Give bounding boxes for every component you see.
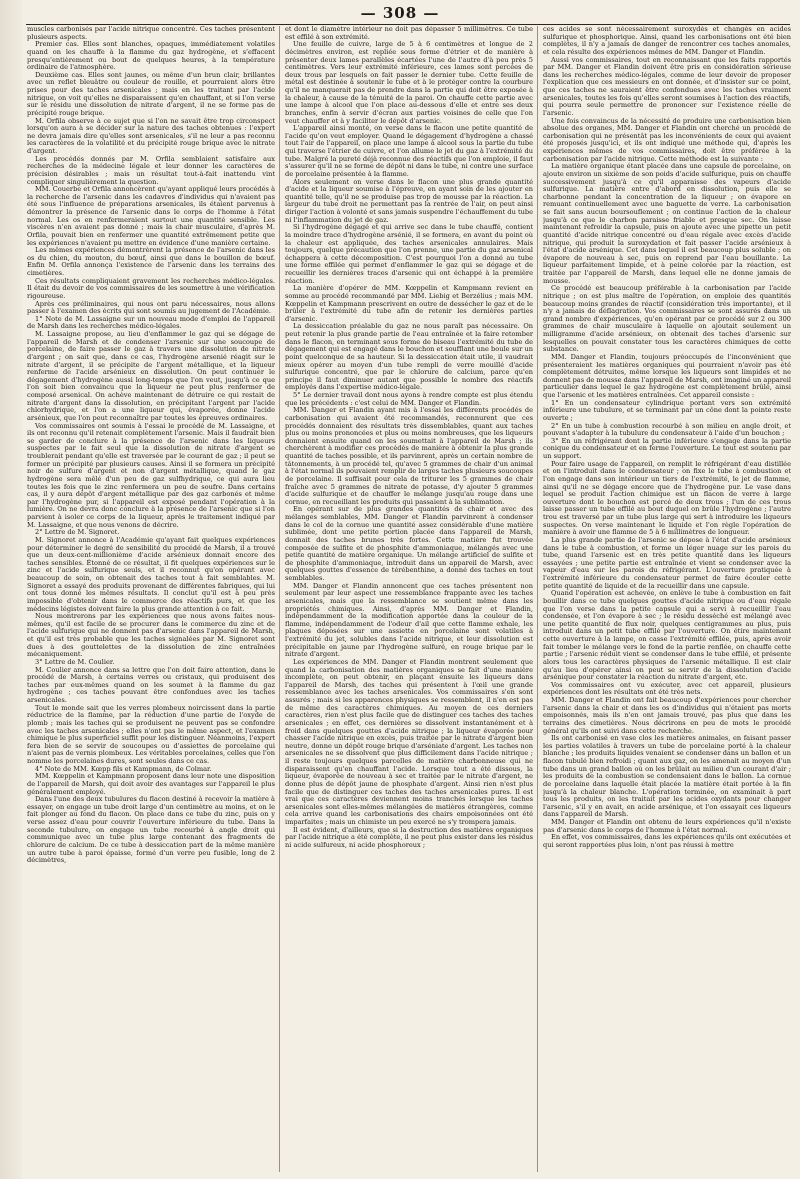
paragraph: Nous montrerons par les expériences que nous avons faites nous-mêmes, qu'il est facile de se procurer dans le commerce du zinc et de l'acide sulfurique qui ne donnent pas d'arsenic dans l'appareil de Marsh, et qu'il est très probable que les taches signalées par M. Signoret sont dues à des gouttelettes de la dissolution de zinc entraînées mécaniquement.	[27, 612, 275, 659]
paragraph: Il est évident, d'ailleurs, que si la destruction des matières organiques par l'acide nitrique a été complète, il ne peut plus exister dans les résidus ni acide sulfureux, ni acide phosphoreux ;	[285, 825, 533, 849]
paragraph: La dessiccation préalable du gaz ne nous paraît pas nécessaire. On peut retenir la plus grande partie de l'eau entraînée et la faire retomber dans le flacon, en terminant sous forme de biseau l'extrémité du tube de dégagement qui est engagé dans le bouchon et soufflant une boule sur un point quelconque de sa hauteur. Si la dessiccation était utile, il vaudrait mieux opérer au moyen d'un tube rempli de verre mouillé d'acide sulfurique concentré, que par le chlorure de calcium, parce qu'en principe il faut diminuer autant que possible le nombre des réactifs employés dans l'expertise médico-légale.	[285, 322, 533, 392]
column-divider	[537, 26, 538, 1172]
paragraph: 2° Lettre de M. Signoret.	[35, 528, 120, 537]
paragraph: Deuxième cas. Elles sont jaunes, ou même d'un brun clair, brillantes avec un reflet bleuâtre ou couleur de rouille, et pourraient alors être prises pour des taches arsenicales ; mais en les traitant par l'acide nitrique, on voit qu'elles ne disparaissent qu'en chauffant, et si l'on verse sur le résidu une dissolution de nitrate d'argent, il ne se forme pas de précipité rouge brique.	[27, 70, 275, 117]
paragraph: Après ces préliminaires, qui nous ont paru nécessaires, nous allons passer à l'examen des écrits qui sont soumis au jugement de l'Académie.	[27, 299, 275, 316]
paragraph: L'appareil ainsi monté, on verse dans le flacon une petite quantité de l'acide qu'on veut employer. Quand le dégagement d'hydrogène a chassé tout l'air de l'appareil, on place une lampe à alcool sous la partie du tube qui traverse l'étrier de cuivre, et l'on allume le jet du gaz à l'extrémité du tube. Malgré la pureté déjà reconnue des réactifs que l'on emploie, il faut s'assurer qu'il ne se forme de dépôt ni dans le tube, ni contre une surface de porcelaine présentée à la flamme.	[285, 124, 533, 178]
paragraph: M. Orfila observe à ce sujet que si l'on ne savait être trop circonspect lorsqu'on aura à se décider sur la nature des taches obtenues : l'expert ne devra jamais dire qu'elles sont arsenicales, s'il ne leur a pas reconnu les caractères de la volatilité et du précipité rouge brique avec le nitrate d'argent.	[27, 116, 275, 155]
paragraph: 3° En un réfrigérant dont la partie inférieure s'engage dans la partie conique du condensateur et en ferme l'ouverture. Le tout est soutenu par un support.	[543, 436, 791, 460]
paragraph: 2° En un tube à combustion recourbé à son milieu en angle droit, et pouvant s'adapter à la tubulure du condensateur à l'aide d'un bouchon ;	[543, 421, 791, 438]
page-edge-shadow	[0, 0, 22, 1179]
paragraph: Alors seulement on verse dans le flacon une plus grande quantité d'acide et la liqueur soumise à l'épreuve, en ayant soin de les ajouter en quantité telle, qu'il ne se produise pas trop de mousse par la réaction. La largeur du tube droit ne permettant pas la rentrée de l'air, on peut ainsi diriger l'action à volonté et sans jamais suspendre l'échauffement du tube ni l'inflammation du jet de gaz.	[285, 177, 533, 224]
paragraph: MM. Danger et Flandin ayant mis à l'essai les différents procédés de carbonisation qui avaient été recommandés, reconnurent que ces procédés donnaient des résultats très dissemblables, quant aux taches plus ou moins prononcées et plus ou moins nombreuses, que les liqueurs donnaient ensuite quand on les soumettait à l'appareil de Marsh ; ils cherchèrent à modifier ces procédés de manière à obtenir la plus grande quantité de taches possible, et ils parvinrent, après un certain nombre de tâtonnements, à un procédé tel, qu'avec 5 grammes de chair d'un animal à l'état normal ils pouvaient remplir de larges taches plusieurs soucoupes de porcelaine. Il suffisait pour cela de triturer les 5 grammes de chair fraîche avec 5 grammes de nitrate de potasse, d'y ajouter 5 grammes d'acide sulfurique et de chauffer le mélange jusqu'au rouge dans une cornue, en recueillant les produits qui passaient à la sublimation.	[285, 406, 533, 506]
paragraph: Vos commissaires ont soumis à l'essai le procédé de M. Lassaigne, et ils ont reconnu qu'il retenait complètement l'arsenic. Mais il faudrait bien se garder de conclure à la présence de l'arsenic dans les liqueurs suspectes par le fait seul que la dissolution de nitrate d'argent se troublerait pendant qu'elle est traversée par le courant de gaz ; il peut se former un précipité par plusieurs causes. Ainsi il se formera un précipité noir de sulfure d'argent et non d'argent métallique, quand le gaz hydrogène sera mêlé d'un peu de gaz sulfhydrique, ce qui aura lieu toutes les fois que le zinc renfermera un peu de soufre. Dans certains cas, il y aura dépôt d'argent métallique par des gaz carbonés et même par l'hydrogène pur, si l'appareil est exposé pendant l'opération à la lumière. On ne devra donc conclure à la présence de l'arsenic que si l'on parvient à isoler ce corps de la liqueur, après le traitement indiqué par M. Lassaigne, et que nous venons de décrire.	[27, 421, 275, 529]
paragraph: En effet, vos commissaires, dans les expériences qu'ils ont exécutées et qui seront rapportées plus loin, n'ont pas réussi à mettre	[543, 833, 791, 849]
paragraph: Si l'hydrogène dégagé et qui arrive sec dans le tube chauffé, contient la moindre trace d'hydrogène arsénié, il se formera, en avant du point où la chaleur est appliquée, des taches arsenicales annulaires. Mais toujours, quelque précaution que l'on prenne, une partie du gaz arsenical échappera à cette décomposition. C'est pourquoi l'on a donné au tube une forme effilée qui permet d'enflammer le gaz qui se dégage et de recueillir les dernières traces d'arsenic qui ont échappé à la première réaction.	[285, 223, 533, 285]
paragraph: et dont le diamètre intérieur ne doit pas dépasser 5 millimètres. Ce tube est effilé à son extrémité.	[285, 26, 533, 41]
paragraph: Pour faire usage de l'appareil, on remplit le réfrigérant d'eau distillée et on l'introduit dans le condensateur ; on fixe le tube à combustion et l'on engage dans son intérieur un tiers de l'extrémité, le jet de flamme, ainsi qu'il ne se dégage encore que de l'hydrogène pur. Le vase dans lequel se produit l'action chimique est un flacon de verre à large ouverture dont le bouchon est percé de deux trous ; l'un de ces trous laisse passer un tube effilé au bout duquel on brûle l'hydrogène ; l'autre trou est traversé par un tube plus large qui sert à introduire les liqueurs suspectes. On verse maintenant le liquide et l'on règle l'opération de manière à avoir une flamme de 5 à 6 millimètres de longueur.	[543, 459, 791, 537]
paragraph: M. Lassaigne propose, au lieu d'enflammer le gaz qui se dégage de l'appareil de Marsh et de condenser l'arsenic sur une soucoupe de porcelaine, de faire passer le gaz à travers une dissolution de nitrate d'argent ; on sait que, dans ce cas, l'hydrogène arsenié réagit sur le nitrate d'argent, il se précipite de l'argent métallique, et la liqueur renferme de l'acide arsénieux en dissolution. On peut continuer le dégagement d'hydrogène aussi long-temps que l'on veut, jusqu'à ce que l'on soit bien convaincu que la liqueur ne peut plus renfermer de composé arsenical. On achève maintenant de détruire ce qui restait de nitrate d'argent dans la dissolution, en précipitant l'argent par l'acide chlorhydrique, et l'on a une liqueur qui, évaporée, donne l'acide arsénieux, que l'on peut reconnaître par toutes les épreuves ordinaires.	[27, 330, 275, 422]
header-rule	[26, 24, 790, 25]
paragraph: ces acides se sont nécessairement suroxydés et changés en acides sulfurique et phosphorique. Ainsi, quand les carbonisations ont été bien complètes, il n'y a jamais de danger de rencontrer ces taches anomales, et cela résulte des expériences mêmes de MM. Danger et Flandin.	[543, 26, 791, 56]
paragraph: 3° Lettre de M. Coulier.	[35, 657, 115, 666]
paragraph: muscles carbonisés par l'acide nitrique concentré. Ces taches présentent plusieurs aspects.	[27, 26, 275, 41]
paragraph: MM. Danger et Flandin ont obtenu de leurs expériences qu'il n'existe pas d'arsenic dans le corps de l'homme à l'état normal.	[543, 818, 791, 834]
paragraph: Aussi vos commissaires, tout en reconnaissant que les faits rapportés par MM. Danger et Flandin doivent être pris en considération sérieuse dans les recherches médico-légales, comme de leur devoir de proposer l'explication que ces messieurs en ont donnée, et d'insister sur ce point, que ces taches ne sauraient être confondues avec les taches vraiment arsenicales, toutes les fois qu'elles seront soumises à l'action des réactifs, qui pourra seule permettre de prononcer sur l'existence réelle de l'arsenic.	[543, 55, 791, 117]
paragraph: Premier cas. Elles sont blanches, opaques, immédiatement volatiles quand on les chauffe à la flamme du gaz hydrogène, et s'effacent presqu'entièrement ou bout de quelques heures, à la température ordinaire de l'atmosphère.	[27, 40, 275, 72]
paragraph: MM. Danger et Flandin ont fait beaucoup d'expériences pour chercher l'arsenic dans la chair et dans les os d'individus qui n'étaient pas morts empoisonnés, mais ils n'en ont jamais trouvé, pas plus que dans les terrains des cimetières. Nous décrirons en peu de mots le procédé général qu'ils ont suivi dans cette recherche.	[543, 696, 791, 735]
paragraph: La matière organique étant placée dans une capsule de porcelaine, on ajoute environ un sixième de son poids d'acide sulfurique, puis on chauffe successivement jusqu'à ce qu'il apparaisse des vapeurs d'acide sulfurique. La matière entre d'abord en dissolution, puis elle se charbonne pendant la concentration de la liqueur ; on évapore en remuant continuellement avec une baguette de verre. La carbonisation se fait sans aucun boursouflement ; on continue l'action de la chaleur jusqu'à ce que le charbon paraisse friable et presque sec. On laisse maintenant refroidir la capsule, puis on ajoute avec une pipette un petit quantité d'acide nitrique concentré ou d'eau régale avec excès d'acide nitrique, qui produit la suroxydation et fait passer l'acide arsénieux à l'état d'acide arsénique. Cet dans lequel il est beaucoup plus soluble ; on évapore de nouveau à sec, puis on reprend par l'eau bouillante. La liqueur parfaitement limpide, et à peine colorée par la réaction, est traitée par l'appareil de Marsh, dans lequel elle ne donne jamais de mousse.	[543, 162, 791, 285]
page-number: — 308 —	[360, 4, 440, 22]
paragraph: 1° Note de M. Lassaigne sur un nouveau mode d'emploi de l'appareil de Marsh dans les recherches médico-légales.	[27, 314, 275, 331]
paragraph: Ces résultats compliquaient gravement les recherches médico-légales. Il était du devoir de vos commissaires de les soumettre à une vérification rigoureuse.	[27, 276, 275, 300]
paragraph: 4° Note de MM. Kœpp fils et Kampmann, de Colmar.	[35, 764, 212, 773]
paragraph: Vos commissaires ont vu exécuter, avec cet appareil, plusieurs expériences dont les résultats ont été très nets.	[543, 680, 791, 697]
paragraph: Une feuille de cuivre, large de 5 à 6 centimètres et longue de 2 décimètres environ, est repliée sous forme d'étrier et de manière à présenter deux lames parallèles écartées l'une de l'autre d'à peu près 5 centimètres. Vers leur extrémité inférieure, ces lames sont percées de deux trous par lesquels on fait passer le dernier tube. Cette feuille de métal est destinée à soutenir le tube et à le protéger contre la courbure qu'il ne manquerait pas de prendre dans la partie qui doit être exposée à la chaleur, à cause de la ténuité de la paroi. On chauffe cette partie avec une lampe à alcool que l'on place au-dessous d'elle et entre ses deux branches, enfin à servir d'écran aux parties voisines de celle que l'on veut chauffer et à y faciliter le dépôt d'arsenic.	[285, 40, 533, 125]
paragraph: 1° En un condensateur cylindrique portant vers son extrémité inférieure une tubulure, et se terminant par un cône dont la pointe reste ouverte ;	[543, 398, 791, 422]
paragraph: MM. Danger et Flandin, toujours préoccupés de l'inconvénient que présenteraient les matières organiques qui pourraient n'avoir pas été complètement détruites, même lorsque les liqueurs sont limpides et ne donnent pas de mousse dans l'appareil de Marsh, ont imaginé un appareil particulier dans lequel le gaz hydrogène est complètement brûlé, ainsi que l'arsenic et les matières entraînées. Cet appareil consiste :	[543, 352, 791, 399]
paragraph: Ce procédé est beaucoup préférable à la carbonisation par l'acide nitrique ; on est plus maître de l'opération, on emploie des quantités beaucoup moins grandes de réactif (considération très importante), et il n'y a jamais de déflagration. Vos commissaires se sont assurés dans un grand nombre d'expériences, qu'en opérant par ce procédé sur 2 ou 300 grammes de chair musculaire à laquelle on ajoutait seulement un milligramme d'acide arsénieux, on obtenait des taches d'arsenic sur lesquelles on pouvait constater tous les caractères chimiques de cette substance.	[543, 284, 791, 354]
paragraph: Les mêmes expériences démontrèrent la présence de l'arsenic dans les os du chien, du mouton, du bœuf, ainsi que dans le bouillon de bœuf. Enfin M. Orfila annonça l'existence de l'arsenic dans les terrains des cimetières.	[27, 246, 275, 277]
paragraph: 5° Le dernier travail dont nous ayons à rendre compte est plus étendu que les précédents : c'est celui de MM. Danger et Flandin.	[285, 391, 533, 407]
paragraph: Une fois convaincus de la nécessité de produire une carbonisation bien absolue des organes, MM. Danger et Flandin ont cherché un procédé de carbonisation qui ne présentât pas les inconvénients de ceux qui avaient été proposés jusqu'ici, et ils ont indiqué une méthode qui, d'après les expériences mêmes de vos commissaires, doit être préférée à la carbonisation par l'acide nitrique. Cette méthode est la suivante :	[543, 116, 791, 163]
paragraph: Dans l'une des deux tubulures du flacon destiné à recevoir la matière à essayer, on engage un tube droit large d'un centimètre au moins, et on le fait plonger au fond du flacon. On place dans ce tube du zinc, puis on y verse assez d'eau pour couvrir l'ouverture inférieure du tube. Dans la seconde tubulure, on engage un tube recourbé à angle droit qui communique avec un tube plus large contenant des fragments de chlorure de calcium. De ce tube à dessiccation part de la même manière un autre tube à paroi épaisse, formé d'un verre peu fusible, long de 2 décimètres,	[27, 795, 275, 865]
text-column-1	[27, 26, 275, 1174]
paragraph: MM. Kœppelin et Kampmann proposent dans leur note une disposition de l'appareil de Marsh, qui doit avoir des avantages sur l'appareil le plus généralement employé.	[27, 772, 275, 796]
paragraph: Les expériences de MM. Danger et Flandin montrent seulement que quand la carbonisation des matières organiques se fait d'une manière incomplète, on peut obtenir, en plaçant ensuite les liqueurs dans l'appareil de Marsh, des taches qui présentent à l'œil une grande ressemblance avec les taches arsenicales. Vos commissaires s'en sont assurés ; mais si les apparences physiques se ressemblent, il n'en est pas de même des caractères chimiques. Au moyen de ces derniers caractères, rien n'est plus facile que de distinguer ces taches des taches arsenicales ; en effet, ces dernières se dissolvent instantanément et à froid dans quelques gouttes d'acide nitrique ; la liqueur évaporée pour chasser l'acide nitrique en excès, puis traitée par le nitrate d'argent bien neutre, donne un dépôt rouge brique d'arséniate d'argent. Les taches non arsenicales ne se dissolvent que plus difficilement dans l'acide nitrique ; il reste toujours quelques parcelles de matière charbonneuse qui ne disparaissent qu'en chauffant l'acide. Lorsque tout a été dissous, la liqueur, évaporée de nouveau à sec et traitée par le nitrate d'argent, ne donne plus de dépôt jaune de phosphate d'argent. Ainsi rien n'est plus facile que de distinguer ces taches des taches arsenicales pures. Il est vrai que ces caractères deviennent moins tranchés lorsque les taches arsenicales sont elles-mêmes mélangées de matières étrangères, comme cela arrive quand les carbonisations des chairs empoisonnées ont été imparfaites ; mais un chimiste un peu exercé ne s'y trompera jamais.	[285, 657, 533, 826]
paragraph: M. Signoret annonce à l'Académie qu'ayant fait quelques expériences pour déterminer le degré de sensibilité du procédé de Marsh, il a trouvé que un deux-cent-millionième d'acide arsénieux donnait encore des taches sensibles. Étonné de ce résultat, il fit quelques expériences sur le zinc et l'acide sulfurique seuls, et il reconnut qu'on opérant avec beaucoup de soin, on obtenait des taches tout à fait semblables. M. Signoret a essayé des produits provenant de différentes fabriques, qui lui ont tous donné les mêmes résultats. Il conclut qu'il est à peu près impossible d'obtenir dans le commerce des réactifs purs, et que les médecins légistes doivent faire la plus grande attention à ce fait.	[27, 535, 275, 613]
paragraph: Quand l'opération est achevée, on enlève le tube à combustion en fait bouillir dans ce tube quelques gouttes d'acide nitrique ou d'eau régale que l'on verse dans la petite capsule qui a servi à recueillir l'eau condensée, et l'on évapore à sec ; le résidu desséché est mélangé avec une petite quantité de flux noir, quelques centigrammes au plus, puis introduit dans un petit tube effilé par l'ouverture. On étire maintenant cette ouverture à la lampe, on casse l'extrémité effilée, puis, après avoir fait tomber le mélange vers le fond de la partie renflée, on chauffe cette partie ; l'arsenic réduit vient se condenser dans le tube effilé, et présente alors tous les caractères physiques de l'arsenic métallique. Il est clair qu'au lieu d'opérer ainsi on peut se servir de la dissolution d'acide arsénique pour constater la réaction du nitrate d'argent, etc.	[543, 589, 791, 682]
paragraph: Ils ont carbonisé en vase clos les matières animales, en faisant passer les parties volatiles à travers un tube de porcelaine porté à la chaleur blanche ; les produits liquides venaient se condenser dans un ballon et un flacon tubulé bien refroidi ; quant aux gaz, on les amenait au moyen d'un tube dans un grand ballon où on les brûlait au milieu d'un courant d'air ; les produits de la combustion se condensaient dans le ballon. La cornue de porcelaine dans laquelle était placée la matière était portée à la fin jusqu'à la chaleur blanche. L'opération terminée, on examinait à part tous les produits, on les traitait par les acides oxydants pour changer l'arsenic, s'il y en avait, en acide arsénique, et l'on essayait ces liqueurs dans l'appareil de Marsh.	[543, 734, 791, 819]
paragraph: La manière d'opérer de MM. Kœppelin et Kampmann revient en somme au procédé recommandé par MM. Liebig et Berzélius ; mais MM. Kœppelin et Kampmann prescrivent en outre de dessécher le gaz et de le brûler à l'extrémité du tube afin de retenir les dernières parties d'arsenic.	[285, 284, 533, 323]
text-column-3	[543, 26, 791, 1174]
paragraph: M. Coulier annonce dans sa lettre que l'on doit faire attention, dans le procédé de Marsh, à certains verres ou cristaux, qui produisent des taches par eux-mêmes quand on les soumet à la flamme du gaz hydrogène ; ces taches pouvant être confondues avec les taches arsenicales.	[27, 665, 275, 704]
text-column-2	[285, 26, 533, 1174]
paragraph: Tout le monde sait que les verres plombeux noircissent dans la partie réductrice de la flamme, par la réduction d'une partie de l'oxyde de plomb ; mais les taches qui se produisent ne peuvent pas se confondre avec les taches arsenicales ; elles n'ont pas le même aspect, et l'examen chimique le plus superficiel suffit pour les distinguer. Néanmoins, l'expert fera bien de se servir de soucoupes ou d'assiettes de porcelaine qui n'aient pas de vernis plombeux. Les véritables porcelaines, celles que l'on nomme les porcelaines dures, sont seules dans ce cas.	[27, 703, 275, 765]
paragraph: La plus grande partie de l'arsenic se dépose à l'état d'acide arsénieux dans le tube à combustion, et forme un léger nuage sur les parois du tube, quand l'arsenic est en très petite quantité dans les liqueurs essayées ; une petite partie est entraînée et vient se condenser avec la vapeur d'eau sur les parois du réfrigérant. L'ouverture pratiquée à l'extrémité inférieure du condensateur permet de faire écouler cette petite quantité de liquide et de la recueillir dans une capsule.	[543, 535, 791, 590]
paragraph: Les procédés donnés par M. Orfila semblaient satisfaire aux recherches de la médecine légale et leur donner les caractères de précision désirables ; mais un résultat tout-à-fait inattendu vint compliquer singulièrement la question.	[27, 154, 275, 186]
paragraph: En opérant sur de plus grandes quantités de chair et avec des mélanges semblables, MM. Danger et Flandin parvinrent à condenser dans le col de la cornue une quantité assez considérable d'une matière sublimée, dont une petite portion placée dans l'appareil de Marsh, donnait des taches brunes très fortes. Cette matière fut trouvée composée de sulfite et de phosphite d'ammoniaque, mélangés avec une petite quantité de matière organique. Un mélange artificiel de sulfite et de phosphite d'ammoniaque, introduit dans un appareil de Marsh, avec quelques gouttes d'essence de térébenthine, a donné des taches en tout semblables.	[285, 505, 533, 582]
paragraph: MM. Danger et Flandin annoncent que ces taches présentent non seulement par leur aspect une ressemblance frappante avec les taches arsenicales, mais que la ressemblance se soutient même dans les propriétés chimiques. Ainsi, d'après MM. Danger et Flandin, indépendamment de la modification apportée dans la couleur de la flamme, indépendamment de l'odeur d'ail que cette flamme exhale, les plaques déposées sur une assiette en porcelaine sont volatiles à l'extrémité du jet, solubles dans l'acide nitrique, et leur dissolution est précipitable en jaune par l'hydrogène sulfuré, en rouge brique par le nitrate d'argent.	[285, 581, 533, 659]
column-divider	[279, 26, 280, 1172]
paragraph: MM. Couerbe et Orfila annoncèrent qu'ayant appliqué leurs procédés à la recherche de l'arsenic dans les cadavres d'individus qui n'avaient pas été sous l'influence de préparations arsenicales, ils étaient parvenus à démontrer la présence de l'arsenic dans le corps de l'homme à l'état normal. Les os en renfermeraient surtout une quantité sensible. Les viscères n'en avaient pas donné ; mais la chair musculaire, d'après M. Orfila, pouvait bien en renfermer une quantité extrêmement petite que les expériences n'avaient pu mettre en évidence d'une manière certaine.	[27, 185, 275, 247]
